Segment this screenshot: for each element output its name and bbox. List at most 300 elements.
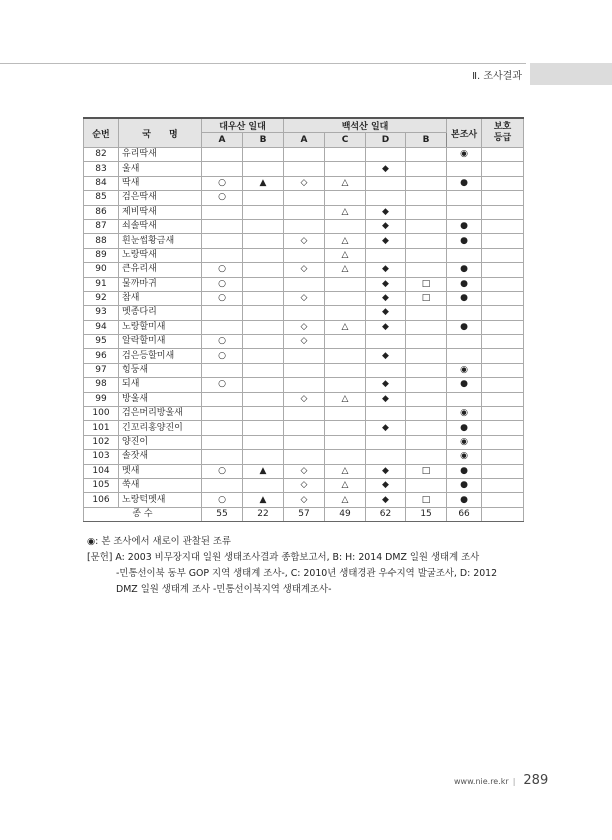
record-cell: ◆ — [366, 378, 406, 392]
references — [87, 550, 527, 566]
record-cell: ◆ — [366, 464, 406, 478]
ref-label: [문헌] — [87, 552, 113, 563]
species-name: 노랑딱새 — [119, 248, 202, 262]
species-name: 멧새 — [119, 464, 202, 478]
record-cell: ○ — [202, 176, 243, 190]
row-number: 105 — [84, 478, 119, 492]
record-cell — [202, 148, 243, 162]
record-cell: △ — [325, 263, 366, 277]
species-name: 쑥새 — [119, 478, 202, 492]
record-cell: ◉ — [447, 407, 482, 421]
record-cell — [284, 277, 325, 291]
record-cell: ▲ — [243, 464, 284, 478]
row-number: 90 — [84, 263, 119, 277]
table-row — [84, 335, 524, 349]
record-cell — [366, 176, 406, 190]
record-cell — [325, 291, 366, 305]
record-cell: ◉ — [447, 363, 482, 377]
record-cell — [482, 191, 524, 205]
table-row — [84, 306, 524, 320]
total-row — [84, 507, 524, 521]
page-number: 289 — [523, 773, 549, 788]
row-number: 84 — [84, 176, 119, 190]
record-cell — [243, 191, 284, 205]
record-cell — [243, 306, 284, 320]
record-cell — [284, 219, 325, 233]
row-number: 99 — [84, 392, 119, 406]
record-cell: △ — [325, 392, 366, 406]
species-name: 방울새 — [119, 392, 202, 406]
record-cell: ▲ — [243, 176, 284, 190]
table-row — [84, 162, 524, 176]
record-cell — [284, 435, 325, 449]
record-cell: ● — [447, 478, 482, 492]
total-count: 15 — [406, 507, 447, 521]
record-cell — [366, 407, 406, 421]
record-cell: ○ — [202, 464, 243, 478]
species-name: 되새 — [119, 378, 202, 392]
record-cell — [366, 335, 406, 349]
record-cell — [447, 248, 482, 262]
species-name: 멧종다리 — [119, 306, 202, 320]
row-number: 87 — [84, 219, 119, 233]
record-cell — [202, 478, 243, 492]
table-notes — [87, 534, 527, 598]
total-label: 종 수 — [84, 507, 202, 521]
record-cell — [325, 277, 366, 291]
col-grade-header: 보호 등급 — [482, 118, 524, 148]
record-cell — [325, 435, 366, 449]
table-row — [84, 291, 524, 305]
row-number: 83 — [84, 162, 119, 176]
record-cell: ◆ — [366, 205, 406, 219]
species-name: 알락할미새 — [119, 335, 202, 349]
record-cell — [482, 378, 524, 392]
record-cell — [284, 148, 325, 162]
record-cell — [243, 450, 284, 464]
record-cell: □ — [406, 493, 447, 507]
row-number: 97 — [84, 363, 119, 377]
record-cell: ◇ — [284, 493, 325, 507]
record-cell — [447, 349, 482, 363]
record-cell — [202, 320, 243, 334]
record-cell: ◆ — [366, 306, 406, 320]
record-cell — [202, 450, 243, 464]
record-cell — [482, 176, 524, 190]
record-cell — [325, 191, 366, 205]
record-cell — [325, 407, 366, 421]
record-cell: ◉ — [447, 148, 482, 162]
record-cell — [243, 148, 284, 162]
record-cell — [482, 464, 524, 478]
sub-header: A — [284, 133, 325, 148]
species-name: 유리딱새 — [119, 148, 202, 162]
record-cell: ◇ — [284, 392, 325, 406]
record-cell — [325, 306, 366, 320]
page-footer — [454, 773, 548, 788]
record-cell — [406, 421, 447, 435]
record-cell: ○ — [202, 263, 243, 277]
record-cell: ◆ — [366, 421, 406, 435]
table-row — [84, 349, 524, 363]
bird-species-table — [83, 117, 524, 522]
record-cell — [406, 162, 447, 176]
record-cell — [406, 205, 447, 219]
record-cell — [243, 320, 284, 334]
table-row — [84, 248, 524, 262]
row-number: 93 — [84, 306, 119, 320]
record-cell — [482, 478, 524, 492]
table-row — [84, 478, 524, 492]
record-cell: ◆ — [366, 219, 406, 233]
chapter-tab — [530, 63, 612, 85]
row-number: 102 — [84, 435, 119, 449]
record-cell — [406, 191, 447, 205]
record-cell — [482, 363, 524, 377]
record-cell — [406, 392, 447, 406]
record-cell: ◆ — [366, 277, 406, 291]
record-cell — [284, 191, 325, 205]
record-cell — [243, 392, 284, 406]
col-no-header: 순번 — [84, 118, 119, 148]
record-cell — [366, 191, 406, 205]
record-cell — [202, 435, 243, 449]
record-cell: ◆ — [366, 320, 406, 334]
group-baekseoksan-header: 백석산 일대 — [284, 118, 447, 133]
record-cell: ◇ — [284, 335, 325, 349]
record-cell: ● — [447, 176, 482, 190]
record-cell — [243, 248, 284, 262]
record-cell: △ — [325, 176, 366, 190]
record-cell — [447, 205, 482, 219]
row-number: 103 — [84, 450, 119, 464]
record-cell: △ — [325, 478, 366, 492]
record-cell — [482, 248, 524, 262]
record-cell: △ — [325, 464, 366, 478]
record-cell: ◇ — [284, 291, 325, 305]
record-cell: ○ — [202, 349, 243, 363]
record-cell: ○ — [202, 291, 243, 305]
record-cell — [243, 478, 284, 492]
record-cell — [406, 407, 447, 421]
record-cell: ◇ — [284, 176, 325, 190]
table-row — [84, 320, 524, 334]
table-row — [84, 435, 524, 449]
record-cell: ◇ — [284, 320, 325, 334]
record-cell — [482, 219, 524, 233]
record-cell — [325, 162, 366, 176]
species-name: 긴꼬리홍양진이 — [119, 421, 202, 435]
record-cell — [325, 148, 366, 162]
total-count: 62 — [366, 507, 406, 521]
record-cell — [325, 378, 366, 392]
record-cell: ○ — [202, 378, 243, 392]
record-cell — [482, 421, 524, 435]
species-name: 쇠솔딱새 — [119, 219, 202, 233]
record-cell: ◉ — [447, 450, 482, 464]
total-count: 57 — [284, 507, 325, 521]
record-cell: △ — [325, 320, 366, 334]
table-row — [84, 277, 524, 291]
record-cell — [406, 335, 447, 349]
record-cell — [243, 205, 284, 219]
record-cell — [325, 363, 366, 377]
record-cell — [243, 363, 284, 377]
record-cell: ○ — [202, 277, 243, 291]
record-cell — [243, 291, 284, 305]
row-number: 96 — [84, 349, 119, 363]
record-cell: ◆ — [366, 291, 406, 305]
record-cell — [406, 176, 447, 190]
record-cell — [482, 148, 524, 162]
record-cell — [366, 148, 406, 162]
sub-header: A — [202, 133, 243, 148]
record-cell: ● — [447, 421, 482, 435]
record-cell — [202, 205, 243, 219]
record-cell — [406, 349, 447, 363]
record-cell — [406, 148, 447, 162]
record-cell — [243, 263, 284, 277]
row-number: 86 — [84, 205, 119, 219]
record-cell: △ — [325, 205, 366, 219]
species-name: 노랑할미새 — [119, 320, 202, 334]
species-name: 흰눈썹황금새 — [119, 234, 202, 248]
col-name-header: 국 명 — [119, 118, 202, 148]
record-cell: ○ — [202, 493, 243, 507]
record-cell: ▲ — [243, 493, 284, 507]
record-cell: ◆ — [366, 234, 406, 248]
record-cell: ● — [447, 464, 482, 478]
species-name: 검은머리방울새 — [119, 407, 202, 421]
record-cell — [406, 263, 447, 277]
record-cell — [202, 162, 243, 176]
row-number: 85 — [84, 191, 119, 205]
ref-line: DMZ 일원 생태계 조사 -민통선이북지역 생태계조사- — [116, 584, 332, 595]
record-cell — [406, 435, 447, 449]
ref-line: A: 2003 비무장지대 일원 생태조사결과 종합보고서, B: H: 2014 DMZ 일원 생태계 조사 — [112, 552, 480, 563]
record-cell — [325, 349, 366, 363]
record-cell: ● — [447, 263, 482, 277]
table-row — [84, 363, 524, 377]
record-cell — [284, 450, 325, 464]
sub-header: B — [406, 133, 447, 148]
row-number: 100 — [84, 407, 119, 421]
table-row — [84, 263, 524, 277]
group-daeusan-header: 대우산 일대 — [202, 118, 284, 133]
record-cell: ◆ — [366, 493, 406, 507]
record-cell — [482, 349, 524, 363]
record-cell: △ — [325, 493, 366, 507]
table-row — [84, 378, 524, 392]
record-cell: ◉ — [447, 435, 482, 449]
record-cell: ○ — [202, 335, 243, 349]
record-cell — [325, 450, 366, 464]
record-cell — [406, 363, 447, 377]
record-cell: □ — [406, 464, 447, 478]
record-cell: ◇ — [284, 478, 325, 492]
row-number: 98 — [84, 378, 119, 392]
record-cell: ◇ — [284, 263, 325, 277]
row-number: 88 — [84, 234, 119, 248]
section-title: Ⅱ. 조사결과 — [472, 71, 522, 82]
record-cell — [482, 263, 524, 277]
header-rule — [0, 63, 526, 64]
total-count: 66 — [447, 507, 482, 521]
table-row — [84, 407, 524, 421]
record-cell — [243, 219, 284, 233]
record-cell — [284, 205, 325, 219]
species-name: 검은딱새 — [119, 191, 202, 205]
table-row — [84, 493, 524, 507]
table-row — [84, 392, 524, 406]
species-name: 큰유리새 — [119, 263, 202, 277]
table-row — [84, 234, 524, 248]
record-cell — [284, 363, 325, 377]
record-cell — [202, 407, 243, 421]
table-row — [84, 176, 524, 190]
species-name: 검은등할미새 — [119, 349, 202, 363]
record-cell — [482, 435, 524, 449]
species-name: 힝둥새 — [119, 363, 202, 377]
record-cell — [447, 191, 482, 205]
species-name: 솔잣새 — [119, 450, 202, 464]
record-cell — [406, 234, 447, 248]
record-cell: ◆ — [366, 162, 406, 176]
table-row — [84, 450, 524, 464]
record-cell — [406, 306, 447, 320]
record-cell: △ — [325, 234, 366, 248]
record-cell: ◆ — [366, 349, 406, 363]
species-name: 울새 — [119, 162, 202, 176]
total-count — [482, 507, 524, 521]
record-cell: ● — [447, 219, 482, 233]
record-cell — [202, 421, 243, 435]
record-cell — [284, 378, 325, 392]
species-name: 양진이 — [119, 435, 202, 449]
record-cell — [284, 407, 325, 421]
record-cell: ◇ — [284, 464, 325, 478]
record-cell — [243, 378, 284, 392]
row-number: 92 — [84, 291, 119, 305]
record-cell — [482, 277, 524, 291]
row-number: 94 — [84, 320, 119, 334]
record-cell: ○ — [202, 191, 243, 205]
record-cell — [284, 248, 325, 262]
record-cell — [202, 219, 243, 233]
record-cell — [406, 248, 447, 262]
record-cell: ● — [447, 320, 482, 334]
record-cell — [243, 162, 284, 176]
table-row — [84, 191, 524, 205]
row-number: 101 — [84, 421, 119, 435]
record-cell — [202, 392, 243, 406]
record-cell — [406, 378, 447, 392]
table-row — [84, 464, 524, 478]
record-cell — [482, 291, 524, 305]
record-cell — [482, 306, 524, 320]
record-cell — [482, 493, 524, 507]
record-cell — [482, 205, 524, 219]
species-name: 노랑턱멧새 — [119, 493, 202, 507]
record-cell: ◆ — [366, 392, 406, 406]
table-row — [84, 421, 524, 435]
record-cell — [284, 162, 325, 176]
species-name: 참새 — [119, 291, 202, 305]
species-name: 물까마귀 — [119, 277, 202, 291]
record-cell — [202, 306, 243, 320]
sub-header: D — [366, 133, 406, 148]
site-url[interactable]: www.nie.re.kr — [454, 777, 509, 786]
record-cell — [482, 450, 524, 464]
record-cell — [482, 392, 524, 406]
record-cell: ● — [447, 493, 482, 507]
record-cell — [366, 435, 406, 449]
row-number: 95 — [84, 335, 119, 349]
species-name: 딱새 — [119, 176, 202, 190]
record-cell — [243, 421, 284, 435]
record-cell: ◆ — [366, 263, 406, 277]
record-cell — [243, 277, 284, 291]
record-cell — [243, 407, 284, 421]
table-row — [84, 205, 524, 219]
record-cell — [406, 450, 447, 464]
total-count: 55 — [202, 507, 243, 521]
record-cell — [482, 407, 524, 421]
sub-header: B — [243, 133, 284, 148]
species-name: 제비딱새 — [119, 205, 202, 219]
record-cell — [447, 392, 482, 406]
record-cell — [284, 306, 325, 320]
record-cell: ◇ — [284, 234, 325, 248]
record-cell — [366, 450, 406, 464]
record-cell — [202, 363, 243, 377]
record-cell — [447, 162, 482, 176]
record-cell: □ — [406, 291, 447, 305]
record-cell — [325, 335, 366, 349]
record-cell: △ — [325, 248, 366, 262]
table-row — [84, 219, 524, 233]
record-cell — [406, 478, 447, 492]
record-cell — [447, 335, 482, 349]
record-cell — [482, 234, 524, 248]
record-cell: ● — [447, 378, 482, 392]
sub-header: C — [325, 133, 366, 148]
record-cell — [366, 363, 406, 377]
record-cell: □ — [406, 277, 447, 291]
divider: | — [512, 777, 516, 786]
record-cell — [482, 320, 524, 334]
table-row — [84, 148, 524, 162]
record-cell — [284, 421, 325, 435]
col-main-survey-header: 본조사 — [447, 118, 482, 148]
record-cell: ● — [447, 277, 482, 291]
total-count: 49 — [325, 507, 366, 521]
record-cell — [284, 349, 325, 363]
record-cell — [202, 248, 243, 262]
record-cell — [202, 234, 243, 248]
row-number: 91 — [84, 277, 119, 291]
record-cell — [406, 219, 447, 233]
record-cell — [366, 248, 406, 262]
record-cell — [406, 320, 447, 334]
record-cell — [482, 162, 524, 176]
total-count: 22 — [243, 507, 284, 521]
record-cell — [243, 234, 284, 248]
ref-line: -민통선이북 동부 GOP 지역 생태계 조사-, C: 2010년 생태경관 우수지역 발굴조사, D: 2012 — [116, 568, 498, 579]
legend-note: ◉: 본 조사에서 새로이 관찰된 조류 — [87, 536, 231, 547]
record-cell — [482, 335, 524, 349]
row-number: 104 — [84, 464, 119, 478]
